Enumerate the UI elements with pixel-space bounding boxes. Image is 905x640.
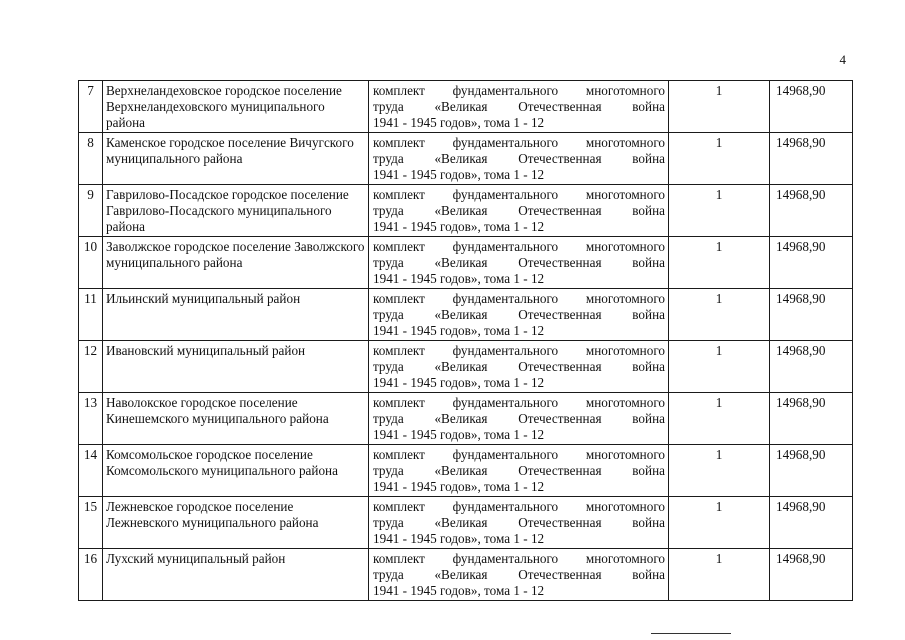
item-description	[369, 445, 669, 497]
row-number: 9	[79, 185, 103, 237]
recipient-name: Комсомольское городское поселение Комсомольского муниципального района	[103, 445, 369, 497]
item-description	[369, 133, 669, 185]
description-line: комплект фундаментального многотомного	[373, 499, 665, 514]
quantity: 1	[669, 133, 770, 185]
row-number: 16	[79, 549, 103, 601]
amount: 14968,90	[770, 81, 853, 133]
table-row	[79, 549, 853, 601]
recipient-name: Гаврилово-Посадское городское поселение Гаврилово-Посадского муниципального района	[103, 185, 369, 237]
row-number: 11	[79, 289, 103, 341]
description-line: труда «Великая Отечественная война	[373, 515, 665, 530]
recipient-name: Верхнеландеховское городское поселение Верхнеландеховского муниципального района	[103, 81, 369, 133]
quantity: 1	[669, 549, 770, 601]
amount: 14968,90	[770, 341, 853, 393]
row-number: 12	[79, 341, 103, 393]
row-number: 10	[79, 237, 103, 289]
description-line: труда «Великая Отечественная война	[373, 463, 665, 478]
table-row	[79, 445, 853, 497]
table-row	[79, 81, 853, 133]
description-line: 1941 - 1945 годов», тома 1 - 12	[373, 479, 545, 494]
recipient-name: Каменское городское поселение Вичугского муниципального района	[103, 133, 369, 185]
amount: 14968,90	[770, 237, 853, 289]
quantity: 1	[669, 445, 770, 497]
table-row	[79, 289, 853, 341]
distribution-table	[78, 80, 853, 601]
quantity: 1	[669, 497, 770, 549]
table-row	[79, 237, 853, 289]
description-line: труда «Великая Отечественная война	[373, 567, 665, 582]
recipient-name: Ивановский муниципальный район	[103, 341, 369, 393]
description-line: 1941 - 1945 годов», тома 1 - 12	[373, 219, 545, 234]
row-number: 8	[79, 133, 103, 185]
description-line: комплект фундаментального многотомного	[373, 291, 665, 306]
description-line: комплект фундаментального многотомного	[373, 135, 665, 150]
table-row	[79, 497, 853, 549]
row-number: 7	[79, 81, 103, 133]
amount: 14968,90	[770, 133, 853, 185]
row-number: 13	[79, 393, 103, 445]
item-description	[369, 289, 669, 341]
description-line: комплект фундаментального многотомного	[373, 187, 665, 202]
description-line: комплект фундаментального многотомного	[373, 343, 665, 358]
description-line: труда «Великая Отечественная война	[373, 99, 665, 114]
footer-divider	[651, 633, 731, 634]
item-description	[369, 81, 669, 133]
description-line: комплект фундаментального многотомного	[373, 395, 665, 410]
description-line: труда «Великая Отечественная война	[373, 255, 665, 270]
item-description	[369, 237, 669, 289]
description-line: труда «Великая Отечественная война	[373, 359, 665, 374]
amount: 14968,90	[770, 549, 853, 601]
description-line: комплект фундаментального многотомного	[373, 83, 665, 98]
row-number: 14	[79, 445, 103, 497]
row-number: 15	[79, 497, 103, 549]
item-description	[369, 393, 669, 445]
quantity: 1	[669, 237, 770, 289]
description-line: труда «Великая Отечественная война	[373, 307, 665, 322]
item-description	[369, 185, 669, 237]
table-row	[79, 133, 853, 185]
amount: 14968,90	[770, 393, 853, 445]
amount: 14968,90	[770, 289, 853, 341]
description-line: труда «Великая Отечественная война	[373, 151, 665, 166]
page-number: 4	[839, 52, 846, 67]
quantity: 1	[669, 341, 770, 393]
recipient-name: Лухский муниципальный район	[103, 549, 369, 601]
quantity: 1	[669, 81, 770, 133]
description-line: 1941 - 1945 годов», тома 1 - 12	[373, 167, 545, 182]
recipient-name: Заволжское городское поселение Заволжского муниципального района	[103, 237, 369, 289]
description-line: комплект фундаментального многотомного	[373, 239, 665, 254]
description-line: 1941 - 1945 годов», тома 1 - 12	[373, 115, 545, 130]
description-line: труда «Великая Отечественная война	[373, 203, 665, 218]
description-line: комплект фундаментального многотомного	[373, 551, 665, 566]
table-row	[79, 185, 853, 237]
description-line: труда «Великая Отечественная война	[373, 411, 665, 426]
table-row	[79, 341, 853, 393]
description-line: 1941 - 1945 годов», тома 1 - 12	[373, 375, 545, 390]
quantity: 1	[669, 393, 770, 445]
quantity: 1	[669, 289, 770, 341]
item-description	[369, 549, 669, 601]
description-line: 1941 - 1945 годов», тома 1 - 12	[373, 583, 545, 598]
description-line: 1941 - 1945 годов», тома 1 - 12	[373, 323, 545, 338]
description-line: 1941 - 1945 годов», тома 1 - 12	[373, 427, 545, 442]
table-row	[79, 393, 853, 445]
amount: 14968,90	[770, 185, 853, 237]
amount: 14968,90	[770, 497, 853, 549]
description-line: 1941 - 1945 годов», тома 1 - 12	[373, 271, 545, 286]
amount: 14968,90	[770, 445, 853, 497]
item-description	[369, 497, 669, 549]
description-line: 1941 - 1945 годов», тома 1 - 12	[373, 531, 545, 546]
item-description	[369, 341, 669, 393]
recipient-name: Лежневское городское поселение Лежневского муниципального района	[103, 497, 369, 549]
recipient-name: Ильинский муниципальный район	[103, 289, 369, 341]
description-line: комплект фундаментального многотомного	[373, 447, 665, 462]
quantity: 1	[669, 185, 770, 237]
recipient-name: Наволокское городское поселение Кинешемского муниципального района	[103, 393, 369, 445]
